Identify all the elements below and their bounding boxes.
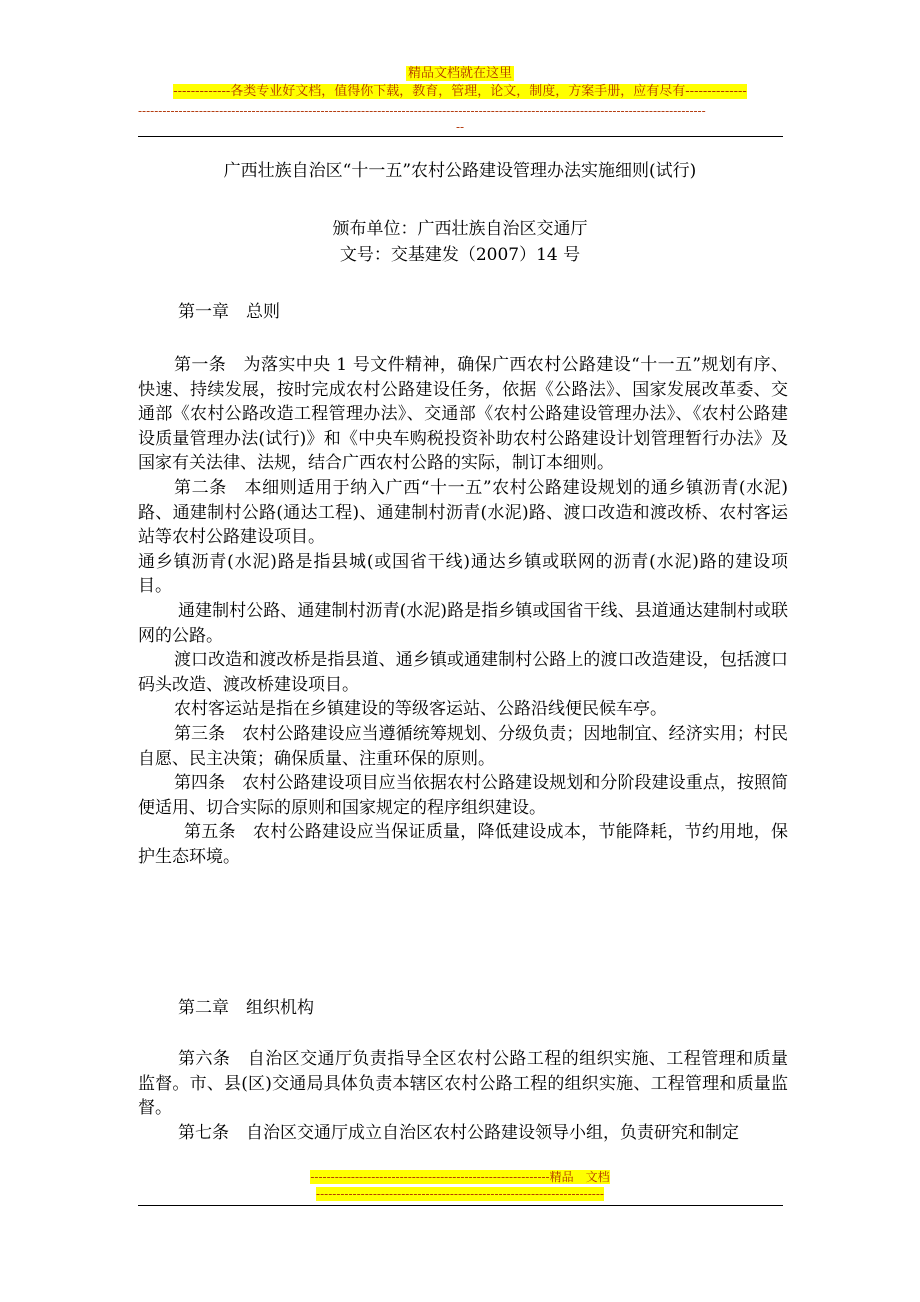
chapter-1-body <box>138 353 788 869</box>
chapter-2-body <box>138 1047 788 1145</box>
footer-line1-text: -----------------------------------------------------------精品 文档 <box>310 1170 610 1184</box>
footer-rule <box>138 1205 783 1206</box>
definition-ferry: 渡口改造和渡改桥是指县道、通乡镇或通建制村公路上的渡口改造建设，包括渡口码头改造、渡改桥建设项目。 <box>138 650 788 695</box>
definition-township-road: 通乡镇沥青(水泥)路是指县城(或国省干线)通达乡镇或联网的沥青(水泥)路的建设项目。 <box>138 551 788 597</box>
definition-village-road: 通建制村公路、通建制村沥青(水泥)路是指乡镇或国省干线、县道通达建制村或联网的公路。 <box>138 600 788 646</box>
footer-line1 <box>0 1170 920 1184</box>
docno-line: 文号：交基建发（2007）14 号 <box>339 245 581 265</box>
footer-line2-text: ----------------------------------------------------------------------- <box>316 1187 604 1201</box>
article-7: 第七条 自治区交通厅成立自治区农村公路建设领导小组，负责研究和制定 <box>178 1122 739 1143</box>
footer-line2 <box>0 1187 920 1201</box>
header-line2: -------------各类专业好文档，值得你下载，教育，管理，论文，制度，方案手册，应有尽有-------------- <box>173 84 747 99</box>
article-6: 第六条 自治区交通厅负责指导全区农村公路工程的组织实施、工程管理和质量监督。市、县(区)交通局具体负责本辖区农村公路工程的组织实施、工程管理和质量监督。 <box>138 1049 788 1119</box>
header-dash-short: -- <box>455 120 465 134</box>
header-line1: 精品文档就在这里 <box>407 66 512 81</box>
issuer-line: 颁布单位：广西壮族自治区交通厅 <box>332 219 588 239</box>
header-tagline <box>0 84 920 99</box>
document-title: 广西壮族自治区“十一五”农村公路建设管理办法实施细则(试行) <box>223 161 697 181</box>
article-4: 第四条 农村公路建设项目应当依据农村公路建设规划和分阶段建设重点，按照简便适用、切合实际的原则和国家规定的程序组织建设。 <box>138 773 788 818</box>
definition-bus-station: 农村客运站是指在乡镇建设的等级客运站、公路沿线便民候车亭。 <box>174 699 667 720</box>
article-3: 第三条 农村公路建设应当遵循统筹规划、分级负责；因地制宜、经济实用；村民自愿、民主决策；确保质量、注重环保的原则。 <box>138 723 788 769</box>
article-2: 第二条 本细则适用于纳入广西“十一五”农村公路建设规划的通乡镇沥青(水泥)路、通建制村公路(通达工程)、通建制村沥青(水泥)路、渡口改造和渡改桥、农村客运站等农村公路建设项目。 <box>138 477 788 548</box>
chapter-2-heading: 第二章 组织机构 <box>178 998 314 1018</box>
chapter-1-heading: 第一章 总则 <box>178 302 280 322</box>
header-dash-long: -------------------------------------------------------------------------------------------------------------------------------------------- <box>138 104 706 118</box>
header-banner <box>0 66 920 81</box>
article-5: 第五条 农村公路建设应当保证质量，降低建设成本，节能降耗，节约用地，保护生态环境。 <box>138 822 788 867</box>
header-rule <box>138 136 783 137</box>
article-1: 第一条 为落实中央 1 号文件精神，确保广西农村公路建设“十一五”规划有序、快速、持续发展，按时完成农村公路建设任务，依据《公路法》、国家发展改革委、交通部《农村公路改造工程管理办法》、交通部《农村公路建设管理办法》、《农村公路建设质量管理办法(试行)》和《中央车购税投资补助农村公路建设计划管理暂行办法》及国家有关法律、法规，结合广西农村公路的实际，制订本细则。 <box>138 355 788 474</box>
